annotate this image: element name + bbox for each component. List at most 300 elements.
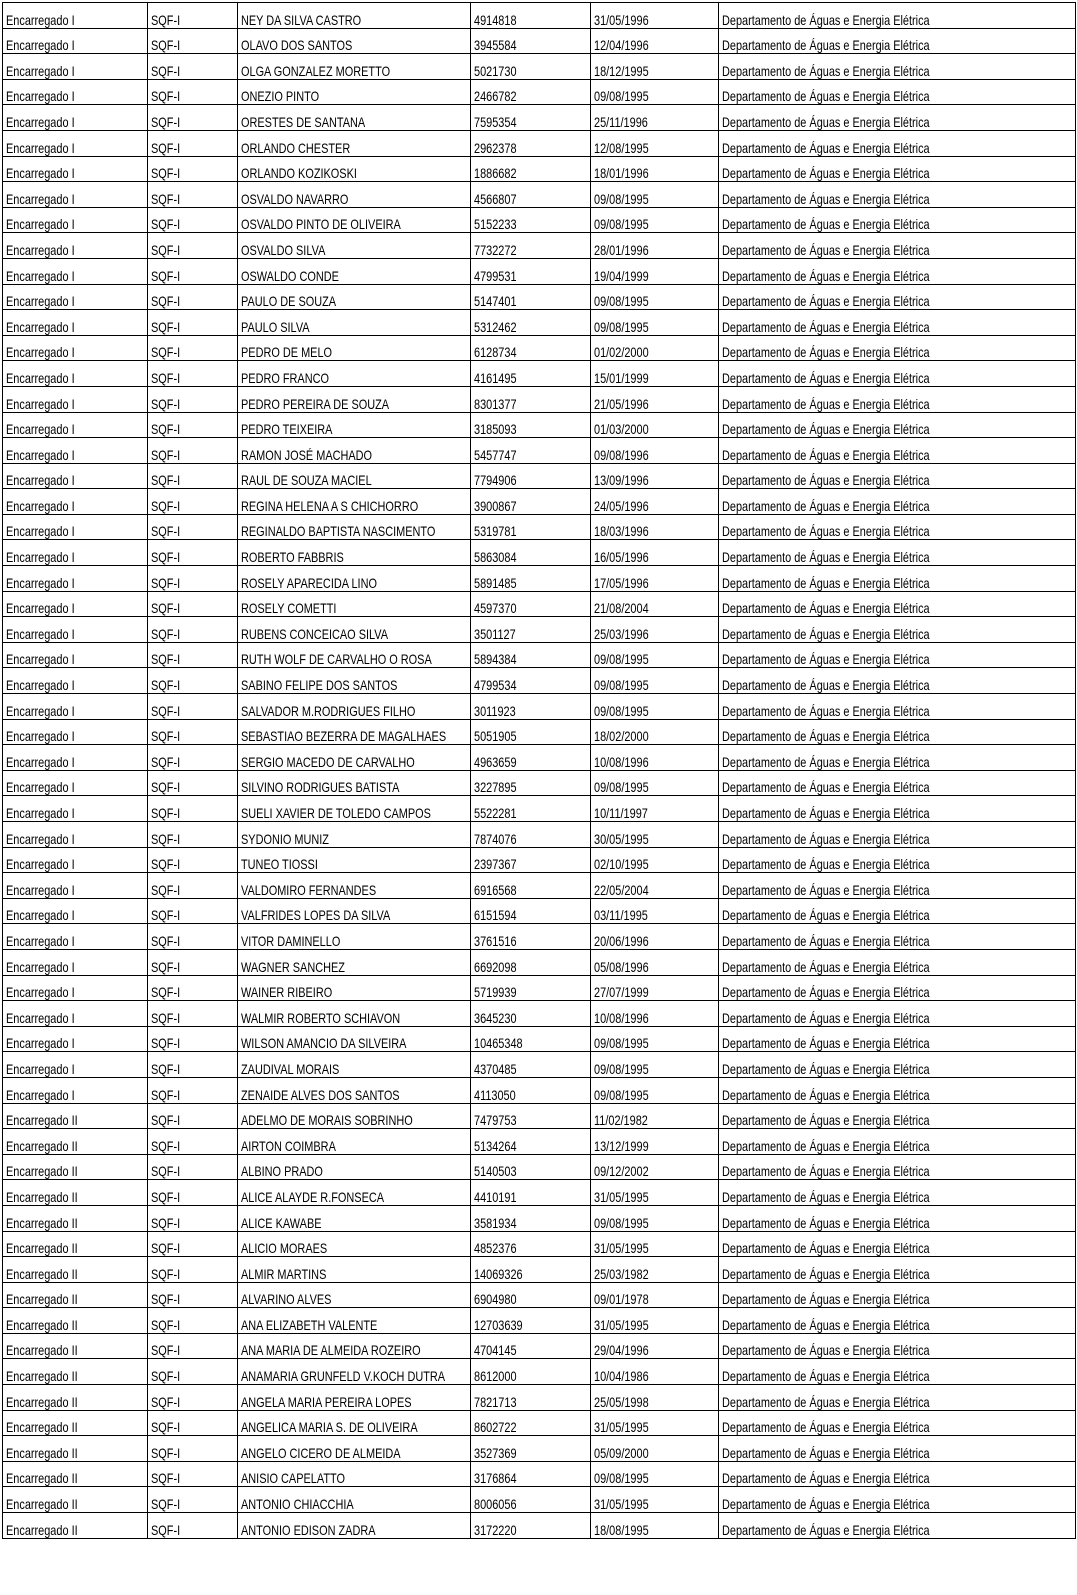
departamento-cell-text: Departamento de Águas e Energia Elétrica — [722, 1188, 930, 1205]
departamento-cell-text: Departamento de Águas e Energia Elétrica — [722, 62, 930, 79]
nome-cell — [238, 898, 471, 924]
table-row — [3, 54, 1076, 80]
departamento-cell-text: Departamento de Águas e Energia Elétrica — [722, 1316, 930, 1333]
table-row — [3, 1052, 1076, 1078]
registro-cell — [471, 668, 591, 694]
nome-cell — [238, 1180, 471, 1206]
ref-cell — [148, 284, 238, 310]
registro-cell — [471, 463, 591, 489]
nome-cell — [238, 386, 471, 412]
table-row — [3, 1487, 1076, 1513]
data-cell — [591, 1077, 719, 1103]
data-cell — [591, 79, 719, 105]
data-cell — [591, 1487, 719, 1513]
ref-cell — [148, 591, 238, 617]
data-cell-text: 30/05/1995 — [594, 830, 649, 847]
nome-cell-text: OSVALDO SILVA — [241, 241, 326, 258]
cargo-cell — [3, 1231, 148, 1257]
nome-cell — [238, 949, 471, 975]
data-cell-text: 10/08/1996 — [594, 1009, 649, 1026]
registro-cell-text: 6904980 — [474, 1291, 517, 1308]
departamento-cell-text: Departamento de Águas e Energia Elétrica — [722, 369, 930, 386]
registro-cell-text: 1886682 — [474, 165, 517, 182]
data-cell-text: 01/03/2000 — [594, 421, 649, 438]
departamento-cell — [719, 975, 1076, 1001]
departamento-cell — [719, 1077, 1076, 1103]
cargo-cell — [3, 463, 148, 489]
ref-cell — [148, 463, 238, 489]
departamento-cell-text: Departamento de Águas e Energia Elétrica — [722, 1419, 930, 1436]
nome-cell-text: SALVADOR M.RODRIGUES FILHO — [241, 702, 416, 719]
cargo-cell — [3, 130, 148, 156]
data-cell — [591, 1257, 719, 1283]
cargo-cell-text: Encarregado II — [6, 1521, 78, 1538]
ref-cell-text: SQF-I — [151, 1163, 181, 1180]
cargo-cell — [3, 412, 148, 438]
registro-cell — [471, 540, 591, 566]
registro-cell-text: 7479753 — [474, 1112, 517, 1129]
departamento-cell-text: Departamento de Águas e Energia Elétrica — [722, 728, 930, 745]
table-row — [3, 1001, 1076, 1027]
data-cell — [591, 258, 719, 284]
ref-cell-text: SQF-I — [151, 113, 181, 130]
nome-cell — [238, 79, 471, 105]
registro-cell — [471, 361, 591, 387]
table-row — [3, 668, 1076, 694]
registro-cell-text: 5140503 — [474, 1163, 517, 1180]
registro-cell-text: 4410191 — [474, 1188, 517, 1205]
nome-cell — [238, 284, 471, 310]
data-cell-text: 16/05/1996 — [594, 549, 649, 566]
cargo-cell-text: Encarregado I — [6, 421, 75, 438]
nome-cell-text: ALICE ALAYDE R.FONSECA — [241, 1188, 385, 1205]
cargo-cell-text: Encarregado I — [6, 702, 75, 719]
ref-cell-text: SQF-I — [151, 830, 181, 847]
departamento-cell-text: Departamento de Águas e Energia Elétrica — [722, 1009, 930, 1026]
cargo-cell — [3, 540, 148, 566]
nome-cell-text: ORLANDO KOZIKOSKI — [241, 165, 357, 182]
registro-cell-text: 4566807 — [474, 190, 517, 207]
nome-cell — [238, 233, 471, 259]
registro-cell — [471, 54, 591, 80]
departamento-cell — [719, 1103, 1076, 1129]
nome-cell — [238, 1308, 471, 1334]
departamento-cell-text: Departamento de Águas e Energia Elétrica — [722, 702, 930, 719]
departamento-cell-text: Departamento de Águas e Energia Elétrica — [722, 216, 930, 233]
cargo-cell-text: Encarregado I — [6, 293, 75, 310]
nome-cell-text: WALMIR ROBERTO SCHIAVON — [241, 1009, 401, 1026]
cargo-cell-text: Encarregado II — [6, 1214, 78, 1231]
departamento-cell-text: Departamento de Águas e Energia Elétrica — [722, 318, 930, 335]
nome-cell — [238, 3, 471, 29]
nome-cell — [238, 105, 471, 131]
nome-cell-text: WILSON AMANCIO DA SILVEIRA — [241, 1035, 407, 1052]
cargo-cell — [3, 694, 148, 720]
data-cell — [591, 1001, 719, 1027]
nome-cell — [238, 745, 471, 771]
ref-cell-text: SQF-I — [151, 446, 181, 463]
departamento-cell — [719, 233, 1076, 259]
ref-cell-text: SQF-I — [151, 907, 181, 924]
ref-cell — [148, 1359, 238, 1385]
registro-cell — [471, 1513, 591, 1539]
data-cell-text: 25/03/1982 — [594, 1265, 649, 1282]
data-cell — [591, 1436, 719, 1462]
ref-cell-text: SQF-I — [151, 984, 181, 1001]
registro-cell — [471, 1257, 591, 1283]
ref-cell — [148, 694, 238, 720]
cargo-cell — [3, 1308, 148, 1334]
registro-cell-text: 5457747 — [474, 446, 517, 463]
departamento-cell-text: Departamento de Águas e Energia Elétrica — [722, 165, 930, 182]
nome-cell — [238, 796, 471, 822]
ref-cell — [148, 1180, 238, 1206]
registro-cell — [471, 694, 591, 720]
registro-cell-text: 4161495 — [474, 369, 517, 386]
departamento-cell — [719, 745, 1076, 771]
ref-cell — [148, 3, 238, 29]
registro-cell — [471, 1154, 591, 1180]
cargo-cell-text: Encarregado I — [6, 472, 75, 489]
departamento-cell-text: Departamento de Águas e Energia Elétrica — [722, 1137, 930, 1154]
data-cell-text: 09/08/1995 — [594, 677, 649, 694]
data-cell — [591, 1410, 719, 1436]
data-cell — [591, 310, 719, 336]
ref-cell-text: SQF-I — [151, 472, 181, 489]
departamento-cell-text: Departamento de Águas e Energia Elétrica — [722, 651, 930, 668]
table-row — [3, 130, 1076, 156]
cargo-cell — [3, 310, 148, 336]
ref-cell — [148, 873, 238, 899]
cargo-cell-text: Encarregado I — [6, 600, 75, 617]
data-cell — [591, 1385, 719, 1411]
ref-cell-text: SQF-I — [151, 1444, 181, 1461]
registro-cell-text: 2466782 — [474, 88, 517, 105]
departamento-cell — [719, 1001, 1076, 1027]
registro-cell-text: 8602722 — [474, 1419, 517, 1436]
nome-cell — [238, 540, 471, 566]
cargo-cell-text: Encarregado II — [6, 1316, 78, 1333]
cargo-cell-text: Encarregado I — [6, 165, 75, 182]
data-cell — [591, 949, 719, 975]
registro-cell — [471, 975, 591, 1001]
cargo-cell-text: Encarregado II — [6, 1419, 78, 1436]
cargo-cell-text: Encarregado I — [6, 62, 75, 79]
ref-cell-text: SQF-I — [151, 421, 181, 438]
cargo-cell-text: Encarregado I — [6, 881, 75, 898]
cargo-cell-text: Encarregado I — [6, 1035, 75, 1052]
nome-cell-text: ANTONIO EDISON ZADRA — [241, 1521, 376, 1538]
registro-cell — [471, 386, 591, 412]
cargo-cell-text: Encarregado I — [6, 88, 75, 105]
nome-cell-text: RAMON JOSÉ MACHADO — [241, 446, 373, 463]
registro-cell — [471, 873, 591, 899]
table-row — [3, 1077, 1076, 1103]
table-row — [3, 1154, 1076, 1180]
registro-cell — [471, 796, 591, 822]
departamento-cell-text: Departamento de Águas e Energia Elétrica — [722, 113, 930, 130]
nome-cell-text: ORESTES DE SANTANA — [241, 113, 366, 130]
registro-cell — [471, 1205, 591, 1231]
data-cell-text: 28/01/1996 — [594, 241, 649, 258]
registro-cell-text: 5319781 — [474, 523, 517, 540]
departamento-cell-text: Departamento de Águas e Energia Elétrica — [722, 625, 930, 642]
table-row — [3, 258, 1076, 284]
departamento-cell-text: Departamento de Águas e Energia Elétrica — [722, 1265, 930, 1282]
ref-cell-text: SQF-I — [151, 1368, 181, 1385]
ref-cell-text: SQF-I — [151, 395, 181, 412]
nome-cell-text: RUBENS CONCEICAO SILVA — [241, 625, 389, 642]
nome-cell — [238, 1461, 471, 1487]
table-row — [3, 719, 1076, 745]
ref-cell-text: SQF-I — [151, 1188, 181, 1205]
nome-cell-text: ZENAIDE ALVES DOS SANTOS — [241, 1086, 400, 1103]
registro-cell-text: 8006056 — [474, 1496, 517, 1513]
data-cell — [591, 386, 719, 412]
nome-cell — [238, 207, 471, 233]
data-cell — [591, 1129, 719, 1155]
departamento-cell-text: Departamento de Águas e Energia Elétrica — [722, 549, 930, 566]
table-row — [3, 1513, 1076, 1539]
data-cell-text: 09/08/1995 — [594, 779, 649, 796]
cargo-cell-text: Encarregado I — [6, 856, 75, 873]
departamento-cell-text: Departamento de Águas e Energia Elétrica — [722, 932, 930, 949]
ref-cell-text: SQF-I — [151, 190, 181, 207]
nome-cell — [238, 438, 471, 464]
data-cell-text: 17/05/1996 — [594, 574, 649, 591]
cargo-cell — [3, 847, 148, 873]
departamento-cell-text: Departamento de Águas e Energia Elétrica — [722, 753, 930, 770]
table-row — [3, 694, 1076, 720]
data-cell-text: 09/08/1995 — [594, 1035, 649, 1052]
cargo-cell — [3, 3, 148, 29]
data-cell-text: 31/05/1996 — [594, 11, 649, 28]
cargo-cell-text: Encarregado II — [6, 1137, 78, 1154]
cargo-cell-text: Encarregado I — [6, 446, 75, 463]
cargo-cell-text: Encarregado I — [6, 216, 75, 233]
data-cell-text: 18/03/1996 — [594, 523, 649, 540]
nome-cell-text: ZAUDIVAL MORAIS — [241, 1060, 340, 1077]
table-row — [3, 1410, 1076, 1436]
nome-cell-text: ALMIR MARTINS — [241, 1265, 327, 1282]
departamento-cell — [719, 310, 1076, 336]
nome-cell-text: PEDRO DE MELO — [241, 344, 333, 361]
data-cell — [591, 489, 719, 515]
departamento-cell-text: Departamento de Águas e Energia Elétrica — [722, 805, 930, 821]
registro-cell — [471, 1333, 591, 1359]
registro-cell — [471, 822, 591, 848]
registro-cell-text: 7821713 — [474, 1393, 517, 1410]
ref-cell — [148, 412, 238, 438]
departamento-cell — [719, 1359, 1076, 1385]
data-cell-text: 22/05/2004 — [594, 881, 649, 898]
data-cell — [591, 463, 719, 489]
nome-cell-text: OSVALDO NAVARRO — [241, 190, 349, 207]
data-cell — [591, 770, 719, 796]
registro-cell-text: 8612000 — [474, 1368, 517, 1385]
cargo-cell — [3, 1513, 148, 1539]
registro-cell-text: 6128734 — [474, 344, 517, 361]
nome-cell — [238, 335, 471, 361]
cargo-cell-text: Encarregado I — [6, 728, 75, 745]
data-cell — [591, 540, 719, 566]
table-row — [3, 822, 1076, 848]
registro-cell — [471, 489, 591, 515]
cargo-cell — [3, 233, 148, 259]
table-row — [3, 1129, 1076, 1155]
departamento-cell-text: Departamento de Águas e Energia Elétrica — [722, 88, 930, 105]
data-cell — [591, 975, 719, 1001]
ref-cell-text: SQF-I — [151, 1265, 181, 1282]
ref-cell-text: SQF-I — [151, 1035, 181, 1052]
departamento-cell — [719, 770, 1076, 796]
departamento-cell — [719, 207, 1076, 233]
ref-cell-text: SQF-I — [151, 165, 181, 182]
nome-cell — [238, 1103, 471, 1129]
nome-cell — [238, 642, 471, 668]
data-cell — [591, 719, 719, 745]
registro-cell — [471, 1052, 591, 1078]
departamento-cell — [719, 1333, 1076, 1359]
registro-cell — [471, 335, 591, 361]
nome-cell-text: TUNEO TIOSSI — [241, 856, 318, 873]
registro-cell-text: 3527369 — [474, 1444, 517, 1461]
nome-cell-text: SABINO FELIPE DOS SANTOS — [241, 677, 398, 694]
registro-cell — [471, 28, 591, 54]
data-cell — [591, 617, 719, 643]
registro-cell-text: 5863084 — [474, 549, 517, 566]
ref-cell — [148, 28, 238, 54]
departamento-cell — [719, 361, 1076, 387]
data-cell-text: 31/05/1995 — [594, 1316, 649, 1333]
nome-cell-text: ANGELA MARIA PEREIRA LOPES — [241, 1393, 412, 1410]
cargo-cell — [3, 591, 148, 617]
ref-cell — [148, 796, 238, 822]
cargo-cell — [3, 566, 148, 592]
table-row — [3, 233, 1076, 259]
registro-cell-text: 4370485 — [474, 1060, 517, 1077]
departamento-cell-text: Departamento de Águas e Energia Elétrica — [722, 600, 930, 617]
registro-cell-text: 7874076 — [474, 830, 517, 847]
departamento-cell — [719, 156, 1076, 182]
cargo-cell-text: Encarregado II — [6, 1240, 78, 1257]
cargo-cell — [3, 438, 148, 464]
cargo-cell — [3, 1052, 148, 1078]
ref-cell — [148, 361, 238, 387]
registro-cell-text: 5894384 — [474, 651, 517, 668]
nome-cell — [238, 924, 471, 950]
data-cell — [591, 1513, 719, 1539]
nome-cell — [238, 28, 471, 54]
nome-cell-text: OSWALDO CONDE — [241, 267, 339, 284]
nome-cell-text: OSVALDO PINTO DE OLIVEIRA — [241, 216, 401, 233]
ref-cell — [148, 1513, 238, 1539]
nome-cell — [238, 1359, 471, 1385]
departamento-cell-text: Departamento de Águas e Energia Elétrica — [722, 267, 930, 284]
nome-cell — [238, 463, 471, 489]
cargo-cell-text: Encarregado II — [6, 1112, 78, 1129]
ref-cell-text: SQF-I — [151, 241, 181, 258]
cargo-cell-text: Encarregado I — [6, 574, 75, 591]
data-cell-text: 18/02/2000 — [594, 728, 649, 745]
ref-cell — [148, 335, 238, 361]
registro-cell — [471, 1410, 591, 1436]
registro-cell — [471, 924, 591, 950]
cargo-cell-text: Encarregado II — [6, 1265, 78, 1282]
registro-cell — [471, 1487, 591, 1513]
nome-cell-text: VALDOMIRO FERNANDES — [241, 881, 377, 898]
departamento-cell — [719, 924, 1076, 950]
ref-cell-text: SQF-I — [151, 625, 181, 642]
nome-cell — [238, 412, 471, 438]
nome-cell-text: ALVARINO ALVES — [241, 1291, 332, 1308]
departamento-cell — [719, 105, 1076, 131]
nome-cell — [238, 1154, 471, 1180]
ref-cell — [148, 54, 238, 80]
registro-cell — [471, 412, 591, 438]
ref-cell — [148, 566, 238, 592]
departamento-cell-text: Departamento de Águas e Energia Elétrica — [722, 881, 930, 898]
ref-cell-text: SQF-I — [151, 779, 181, 796]
data-cell-text: 09/08/1995 — [594, 1214, 649, 1231]
nome-cell — [238, 1231, 471, 1257]
table-row — [3, 540, 1076, 566]
cargo-cell — [3, 1333, 148, 1359]
ref-cell-text: SQF-I — [151, 1086, 181, 1103]
nome-cell — [238, 770, 471, 796]
ref-cell — [148, 1282, 238, 1308]
nome-cell-text: VITOR DAMINELLO — [241, 932, 341, 949]
cargo-cell-text: Encarregado I — [6, 651, 75, 668]
table-row — [3, 642, 1076, 668]
nome-cell — [238, 1333, 471, 1359]
data-cell — [591, 207, 719, 233]
data-cell — [591, 28, 719, 54]
registro-cell-text: 3176864 — [474, 1470, 517, 1487]
departamento-cell — [719, 668, 1076, 694]
data-cell-text: 25/03/1996 — [594, 625, 649, 642]
data-cell-text: 31/05/1995 — [594, 1240, 649, 1257]
cargo-cell — [3, 1385, 148, 1411]
cargo-cell-text: Encarregado I — [6, 497, 75, 514]
registro-cell-text: 5312462 — [474, 318, 517, 335]
ref-cell — [148, 1461, 238, 1487]
departamento-cell — [719, 1282, 1076, 1308]
cargo-cell-text: Encarregado I — [6, 1060, 75, 1077]
data-cell — [591, 898, 719, 924]
ref-cell — [148, 1077, 238, 1103]
cargo-cell-text: Encarregado I — [6, 958, 75, 975]
registro-cell-text: 3011923 — [474, 702, 516, 719]
data-cell-text: 27/07/1999 — [594, 984, 649, 1001]
registro-cell-text: 5719939 — [474, 984, 517, 1001]
data-cell-text: 15/01/1999 — [594, 369, 649, 386]
registro-cell-text: 6916568 — [474, 881, 517, 898]
nome-cell — [238, 873, 471, 899]
ref-cell — [148, 1052, 238, 1078]
ref-cell — [148, 617, 238, 643]
nome-cell — [238, 1001, 471, 1027]
cargo-cell — [3, 668, 148, 694]
nome-cell — [238, 54, 471, 80]
cargo-cell-text: Encarregado I — [6, 1086, 75, 1103]
cargo-cell-text: Encarregado I — [6, 805, 75, 821]
data-cell — [591, 642, 719, 668]
registro-cell-text: 14069326 — [474, 1265, 523, 1282]
data-cell — [591, 105, 719, 131]
ref-cell — [148, 949, 238, 975]
nome-cell — [238, 156, 471, 182]
